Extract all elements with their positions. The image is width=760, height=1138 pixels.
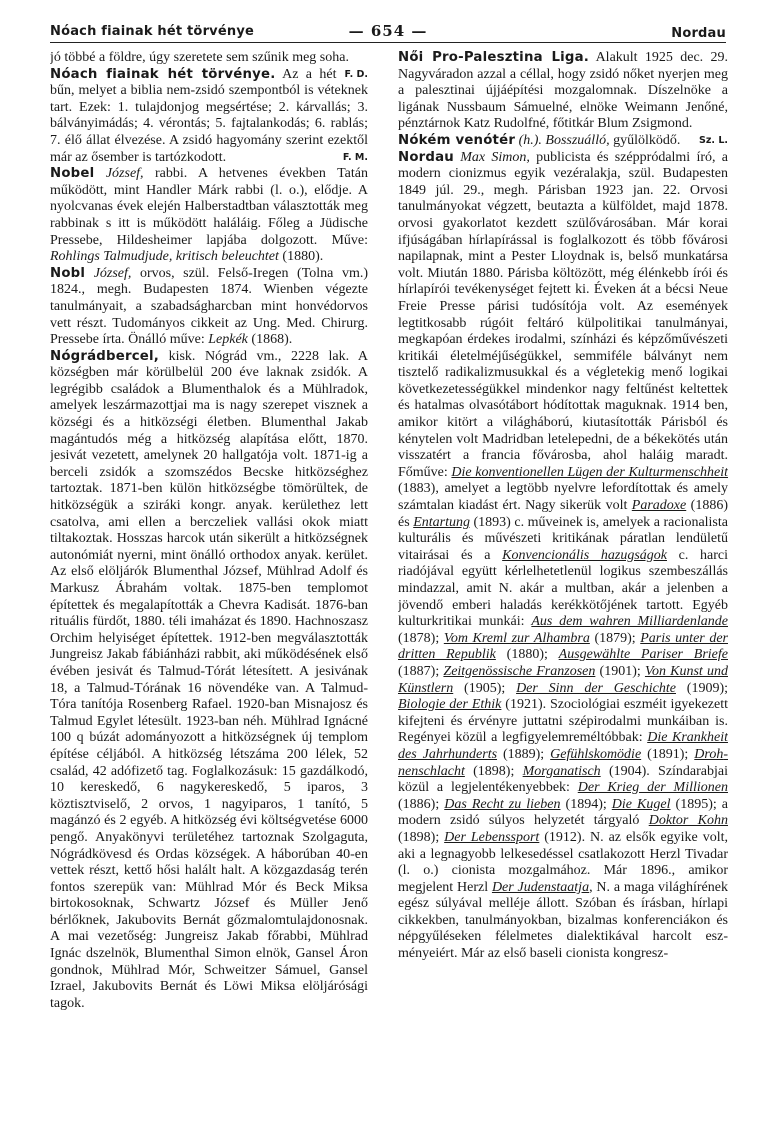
entry-translation: Bosszuálló, <box>541 132 610 148</box>
entry-work-title: Drohnenschlacht <box>398 746 728 779</box>
entry-text: (1880); <box>495 647 559 663</box>
entry-headword: Női Pro-Palesztina Liga. <box>398 50 590 65</box>
entry-text: (1889); <box>497 746 551 762</box>
entry-work-title: Die konventionellen Lügen der Kulturmenschheit <box>451 464 728 480</box>
entry-work-title: Die Krankheit des Jahrhunderts <box>398 730 728 762</box>
entry-nobel-jozsef <box>50 166 368 266</box>
entry-text: (1909); <box>675 680 728 696</box>
entry-text: , N. a maga világhírének egész súlyával melléje állott. Szóban és írásban, hírlapi cikkekben, tanulmányokban, bizalmas konferenciákon és népgyűléseken félelmetes dialektikával harcolt eszményeiért. Már az első baseli cionista kongresz- <box>398 879 728 962</box>
entry-text: (1901); <box>595 663 645 679</box>
entry-text-tail: (1868). <box>247 332 293 348</box>
entry-text: c. harci riadójával együtt kérlelhetetlenül logikus szembeszállás mindazzal, amit N. akár a multban, akár a jelenben a jövendő emberi haladás kerékkötőjének tartott. Egyéb kulturkritikai munkái: <box>398 547 728 630</box>
entry-work-title: Die Kugel <box>611 796 671 812</box>
entry-text: (1895); a modern zsidó súlyos helyzetét tárgyaló <box>398 796 728 829</box>
entry-text: (1878); <box>398 630 444 646</box>
entry-work-title: Gefühlskomödie <box>550 746 642 762</box>
author-signature: F. D. <box>344 68 368 80</box>
entry-nogradbercel <box>50 349 368 1013</box>
entry-text: (1887); <box>398 663 444 679</box>
entry-text: (1886) és <box>398 498 728 530</box>
entry-text: (1904). Színdarabjai közül a legjelentékenyebbek: <box>398 763 728 796</box>
entry-work-title: Doktor Kohn <box>648 813 728 829</box>
left-column <box>50 50 368 1120</box>
entry-work-title: Aus dem wahren Milliardenlande <box>531 614 728 630</box>
entry-given-name: Max Simon, <box>453 149 530 165</box>
entry-work-title: Lepkék <box>208 332 248 348</box>
entry-work-title: Der Krieg der Millionen <box>577 780 728 796</box>
page-number: — 654 — <box>348 22 428 40</box>
entry-text-tail: (1880). <box>278 249 324 265</box>
header-right-title: Nordau <box>671 26 726 41</box>
entry-work-title: Ausgewählte Pariser Briefe <box>558 647 728 663</box>
header-left-title: Nóach fiainak hét törvénye <box>50 24 255 39</box>
entry-text: publicista és széppródalmi író, a modern cionizmus egyik vezéralakja, szül. Budapesten 1849 júl. 29., megh. Párisban 1923 jan. 22. Orvosi tanulmányokat végzett, beutazta a külföldet, majd 1878. orvosi gyakorlatot kezdett szülővárosában. Már korai ifjúságában hírlapírással is foglalkozott és több fővárosi napilapnak, mint a Pester Lloydnak is, belső munkatársa volt. Miután 1880. Párisba költözött, még élénkebb írói és hírlapírói tevékenységet fejtett ki. Éveken át a bécsi Neue Freie Presse párisi tudósítója volt. Az események legtitkosabb rúgóit feltáró külpolitikai tanulmányai, megkapóan érdekes irodalmi, színházi és képzőművészeti kritikái életelméjűségükkel, semmiféle bálványt nem tisztelő radikalizmusukkal és a végletekig menő logikai következetességükkel mindenkor nagy feltűnést keltettek és hatalmas olvasótábort hódítottak maguknak. 1914 ben, amikor kitört a világháború, kiutasították Párisból és kénytelen volt Madridban letelepedni, de a békekötés után visszatért a francia fővárosba, ahol haláig maradt. Főműve: <box>398 149 728 480</box>
running-header <box>50 22 726 43</box>
entry-text: (1893) c. műveinek is, amelyek a racionalista kulturális és művészeti kritikának páratlan lendületű vitairásai és a <box>398 514 728 563</box>
entry-text: (1879); <box>589 630 641 646</box>
entry-text: (1921). Szociológiai eszméit igyekezett kifejteni és érvényre juttatni szépirodalmi munkáiban is. Regényei közül a legfigyelemreméltóbbak: <box>398 697 728 746</box>
right-column <box>398 50 728 1120</box>
entry-work-title: Paris unter der dritten Republik <box>398 630 728 663</box>
entry-work-title: Der Judenstaatja <box>491 879 590 895</box>
entry-given-name: József, <box>85 265 132 281</box>
entry-text: kisk. Nógrád vm., 2228 lak. A községben már körülbelül 200 éve laknak zsidók. A legrégibb családok a Blumenthalok és a Mühlradok, amelyek leszármazottjai ma is nagy szerepet visznek a községi és a hitközségi életben. Blumenthal Jakab magántudós még a hitközség alapítása előtt, 1870. jesivát vezetett, amelynek 20 hallgatója volt. 1871-ig a berceli zsidók a szomszédos Becske hitközséghez tartoztak. 1871-ben külön hitközségbe tömörültek, de hitközségük a sziráki kongr. anyak. kerülethez lett csatolva, ami ellen a berczeliek vallási okok miatt tiltakoztak. Hosszas harcok után sikerült a hitközségnek autonómiát nyerni, mint önálló orthodox anyak. kerület. Az első elöljárók Blumenthal József, Mühlrad Adolf és Markusz Ábrahám voltak. 1875-ben templomot építettek és megalapították a Chevra Kadisát. 1876-ban rituális fürdőt, 1880. téli imaházat és 1890. Hachnoszasz Orchim helyiséget építettek. 1912-ben megválasztották Jungreisz Jakab fábiánházi rabbit, aki működésének első évében jesivát és Talmud-Tórát létesített. A jesivának 18, a Talmud-Tórának 16 növendéke van. A Talmud-Tóra tanítója Rosenberg Rafael. 1920-ban Misnajosz és Talmud Egylet létesült. 1923-ban néh. Mühlrad Ignácné 100 q búzát adományozott a hitközségnek új templom építése céljából. A hitközség létszáma 200 lélek, 52 család, 42 adófizető tag. Foglalkozásuk: 15 gazdálkodó, 10 kereskedő, 6 nagykereskedő, 5 iparos, 3 köztisztviselő, 2 orvos, 1 nagyiparos, 1 tanító, 5 magánzó és 2 egyéb. A hitközség évi költségvetése 6000 pengő. Anyakönyvi területéhez tartoznak Szolgaguta, Nógrádkövesd és Ordas községek. A háborúban 40-en vettek részt, kettő hősi halált halt. A közgazdaság terén fontos szerepük van: Mühlrad Mór és Beck Miksa birtokosoknak, Schwartz József és Müller Jenő bérlőknek, Jakubovits Bernát gőzmalomtulajdonosnak. A mai vezetőség: Jungreisz Jakab főrabbi, Mühlrad Ignác dszelnök, Blumenthal Simon elnök, Gansel Áron gondnok, Mühlrad Mór, Schweitzer Sámuel, Gansel Izrael, Jakubovits Bernát és Löwi Miksa elöljárósági tagok. <box>50 348 368 1011</box>
entry-headword: Nókém venótér <box>398 132 516 148</box>
entry-text: (1905); <box>453 680 517 696</box>
entry-work-title: Von Kunst und Künstlern <box>398 663 728 696</box>
entry-text: (1883), amelyet a legtöbb nyelvre lefordítottak és amely számtalan kiadást ért. Nagy sikerük volt <box>398 481 728 514</box>
entry-work-title: Zeitgenössische Franzosen <box>443 663 596 679</box>
entry-text: (1898); <box>464 763 523 779</box>
entry-text: Alakult 1925 dec. 29. Nagyváradon azzal a céllal, hogy zsidó nőket nyerjen meg a palesztinai újjáépítési mozgalomnak. Díszelnöke a ligának Nussbaum Sámuelné, elnöke Weimann Jenőné, pénztárnok Katz Rudolfné, főtitkár Blum Zsigmond. <box>398 50 728 132</box>
entry-text: (1894); <box>560 796 612 812</box>
entry-text: Az a hét bűn, melyet a biblia nem-zsidó szempontból is véteknek tart. Ezek: 1. tulajdonjog megsértése; 2. kárvallás; 3. bálványimádás; 4. vérontás; 5. fajtalankodás; 6. rablás; 7. élő állat élvezése. A zsidó hagyomány szerint ezektől már az ősember is tartózkodott. <box>50 66 368 165</box>
entry-headword: Nobel <box>50 166 95 182</box>
entry-text: (1898); <box>398 829 445 845</box>
entry-work-title: Der Lebenssport <box>444 829 540 845</box>
entry-work-title: Der Sinn der Geschichte <box>516 680 676 696</box>
entry-text: jó többé a földre, úgy szeretete sem szűnik meg soha. <box>50 50 349 65</box>
entry-note: (h.). <box>515 132 542 148</box>
entry-text: (1891); <box>641 746 695 762</box>
entry-work-title: Konvencionális hazugságok <box>502 547 667 563</box>
entry-work-title: Das Recht zu lieben <box>444 796 561 812</box>
entry-headword: Nóach fiainak hét törvénye. <box>50 66 276 82</box>
entry-text-tail: gyűlölködő. <box>609 132 681 148</box>
author-signature: Sz. L. <box>699 134 728 146</box>
entry-work-title: Entartung <box>413 514 470 530</box>
entry-work-title: Morganatisch <box>522 763 601 779</box>
entry-text: orvos, szül. Felső-Iregen (Tolna vm.) 1824., megh. Budapesten 1874. Wienben végezte tanulmányait, a szabadságharcban mint honvédorvos vett részt. Tudományos cikkeit az Ung. Med. Chirurg. Pressebe írta. Önálló műve: <box>50 265 368 348</box>
entry-headword: Nordau <box>398 149 454 165</box>
entry-text: rabbi. A hetvenes években Tatán működött, mint Handler Márk rabbi (l. o.), elődje. A nyolcvanas évek elején Halberstadtban választották meg rabbinak s itt is működött haláláig. Főleg a Jüdische Pressebe, Hildesheimer lapjába dolgozott. Műve: <box>50 166 368 248</box>
author-signature: F. M. <box>342 151 368 163</box>
entry-work-title: Vom Kreml zur Alhambra <box>443 630 590 646</box>
entry-given-name: József, <box>94 166 144 182</box>
entry-work-title: Paradoxe <box>631 498 687 514</box>
entry-headword: Nógrádbercel, <box>50 348 160 364</box>
entry-headword: Nobl <box>50 265 86 281</box>
entry-nokem-venoter <box>398 133 728 150</box>
entry-work-title: Biologie der Ethik <box>398 697 502 713</box>
entry-nobl-jozsef <box>50 266 368 349</box>
entry-text: (1886); <box>398 796 445 812</box>
entry-text: (1912). N. az elsők egyike volt, aki a legnagyobb lelkesedéssel csatlakozott Herzl Tivadar (l. o.) cionista mozgalmához. Már 1896., amikor megjelent Herzl <box>398 829 728 895</box>
entry-work-title: Rohlings Talmudjude, kritisch beleuchtet <box>50 249 279 265</box>
entry-nordau <box>398 150 728 963</box>
entry-noach <box>50 67 368 167</box>
